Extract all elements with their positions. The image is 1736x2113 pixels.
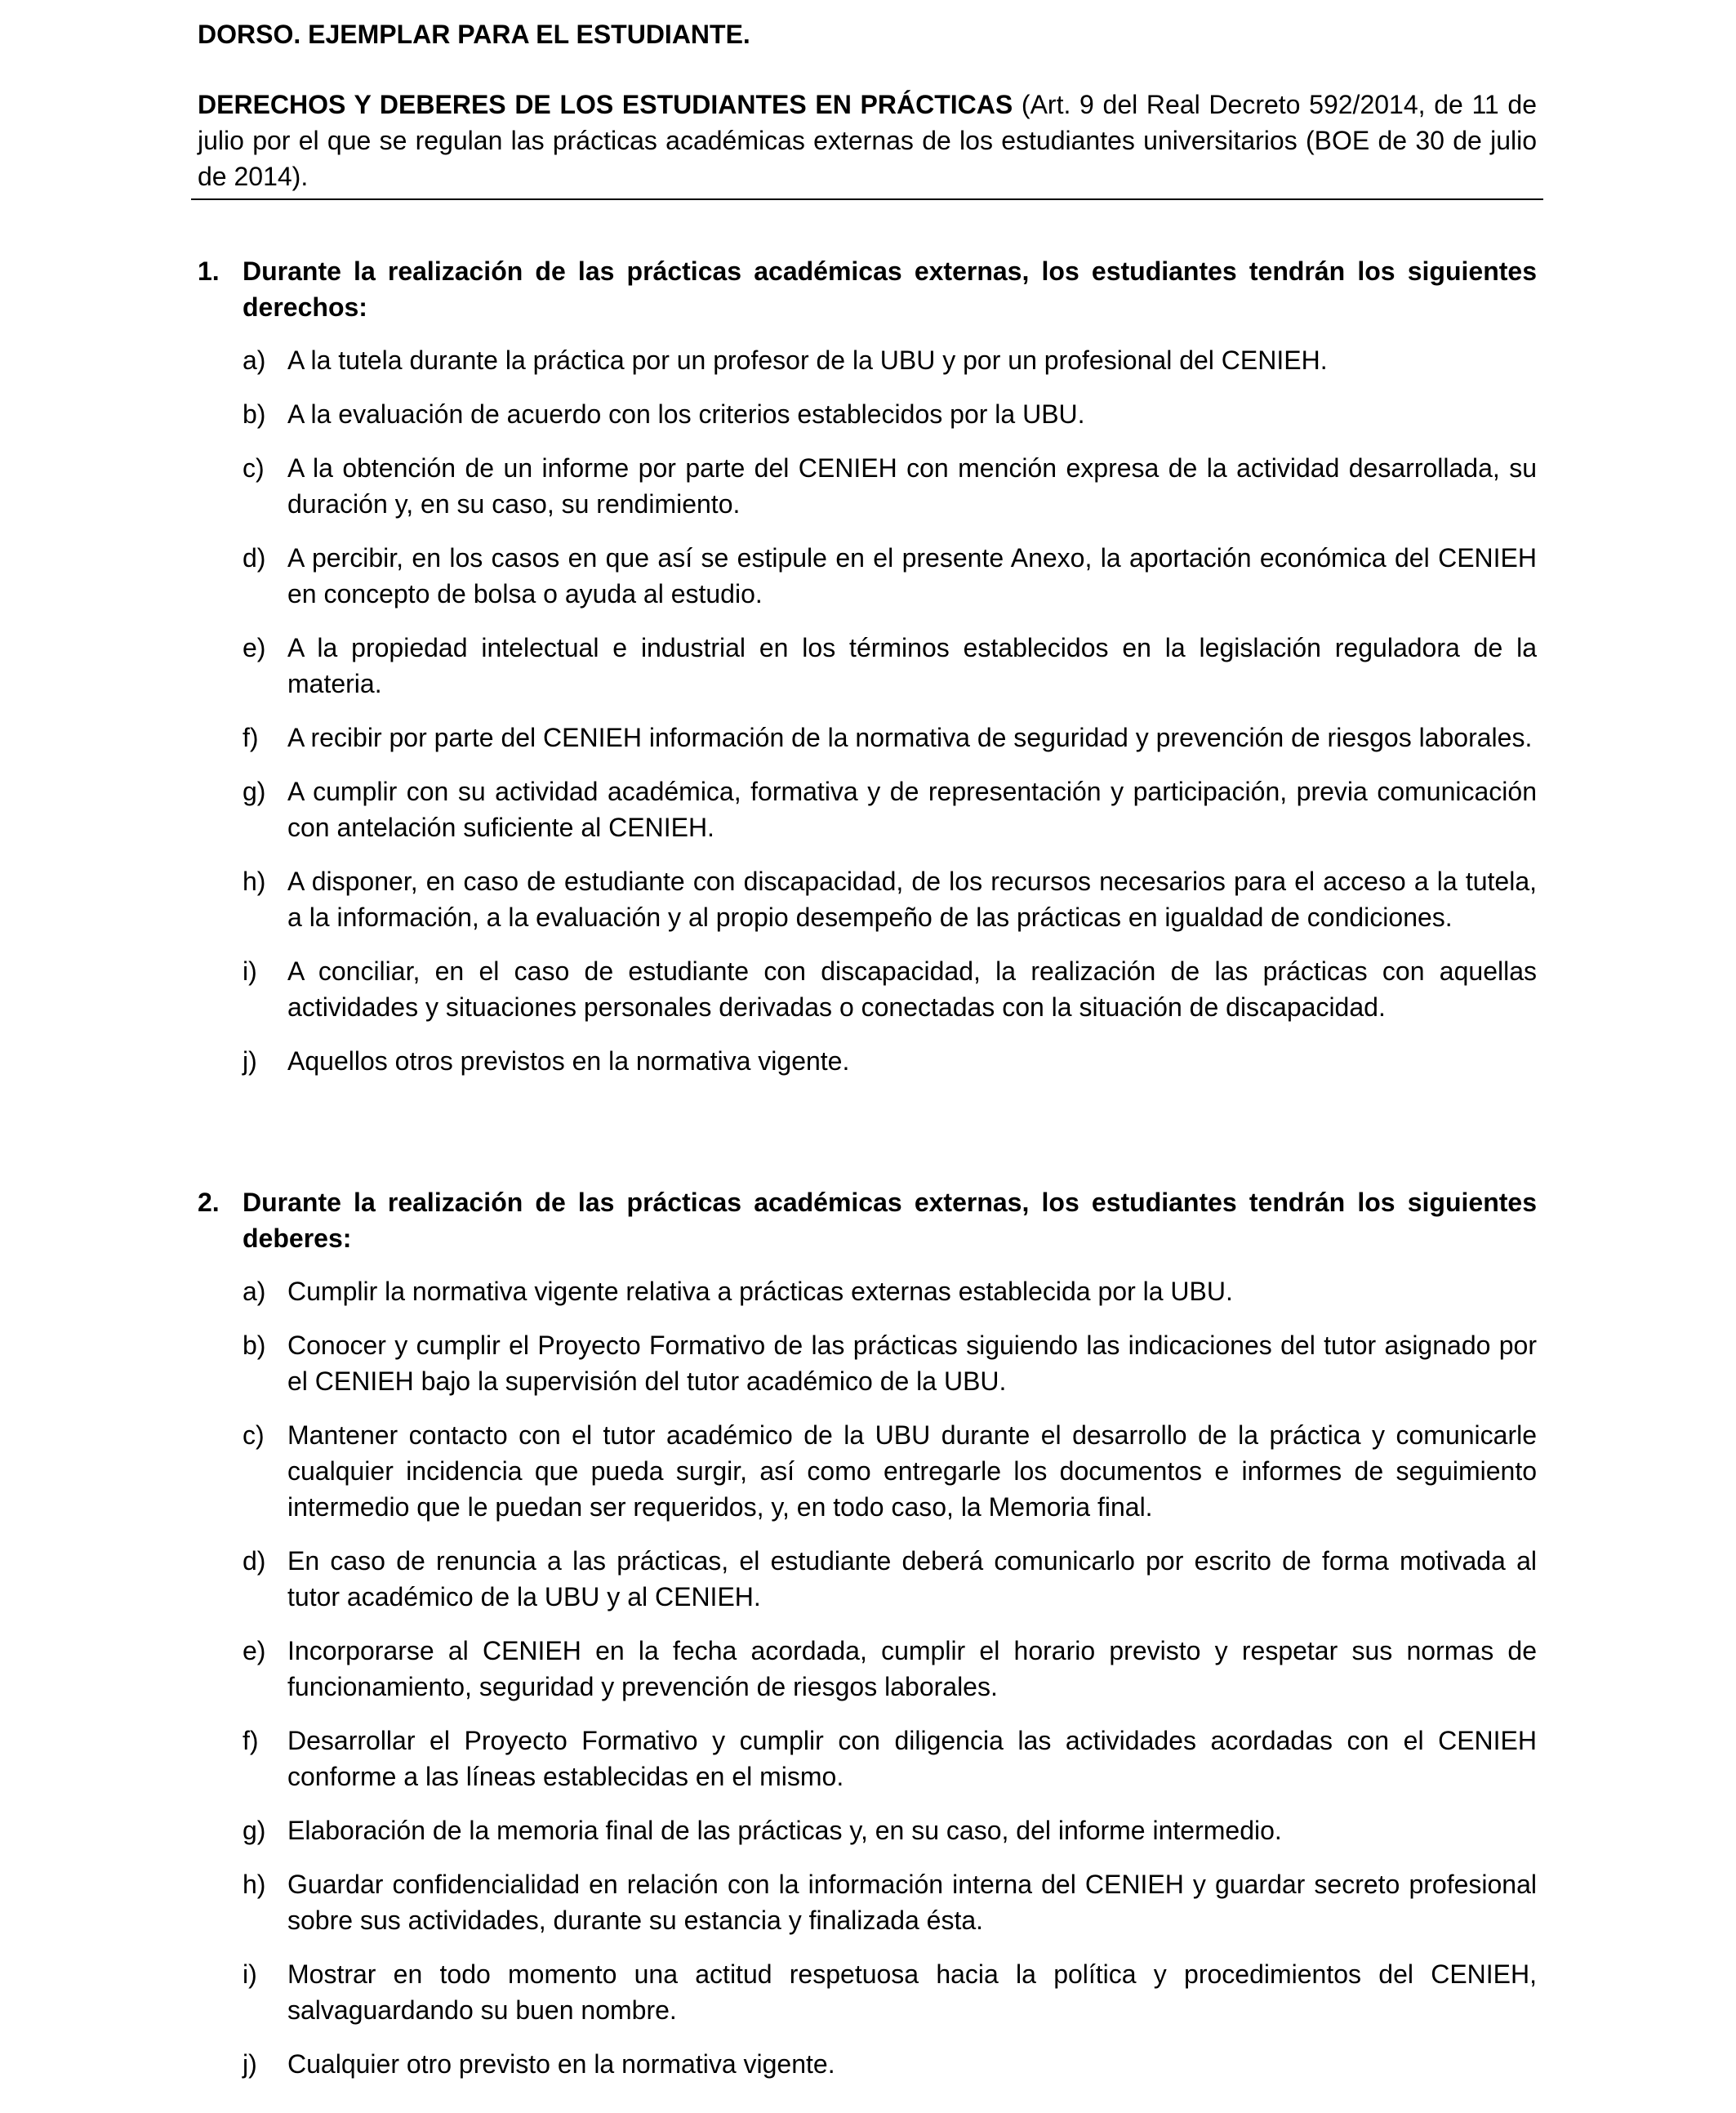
item-text: Aquellos otros previstos en la normativa vigente. [287, 1046, 850, 1076]
item-text: Mostrar en todo momento una actitud respetuosa hacia la política y procedimientos del CENIEH, salvaguardando su buen nombre. [287, 1959, 1537, 2025]
list-item [198, 1543, 1537, 1615]
section-number: 2. [198, 1188, 220, 1217]
item-letter: f) [243, 1726, 259, 1755]
item-letter: h) [243, 867, 266, 896]
deberes-list [198, 1273, 1537, 2082]
list-item [198, 396, 1537, 432]
item-text: Desarrollar el Proyecto Formativo y cumplir con diligencia las actividades acordadas con el CENIEH conforme a las líneas establecidas en el mismo. [287, 1726, 1537, 1791]
item-text: Mantener contacto con el tutor académico de la UBU durante el desarrollo de la práctica y comunicarle cualquier incidencia que pueda surgir, así como entregarle los documentos e informes de seguimiento intermedio que le puedan ser requeridos, y, en todo caso, la Memoria final. [287, 1420, 1537, 1522]
item-letter: i) [243, 956, 257, 986]
list-item [198, 450, 1537, 522]
item-text: Cumplir la normativa vigente relativa a prácticas externas establecida por la UBU. [287, 1277, 1233, 1306]
list-item [198, 1327, 1537, 1399]
section-heading: Durante la realización de las prácticas académicas externas, los estudiantes tendrán los siguientes deberes: [243, 1188, 1537, 1253]
header-divider [191, 198, 1543, 200]
list-item [198, 1417, 1537, 1525]
item-letter: d) [243, 1546, 266, 1576]
list-item [198, 1956, 1537, 2028]
item-text: Conocer y cumplir el Proyecto Formativo de las prácticas siguiendo las indicaciones del tutor asignado por el CENIEH bajo la supervisión del tutor académico de la UBU. [287, 1331, 1537, 1396]
item-letter: g) [243, 1816, 266, 1845]
item-letter: h) [243, 1870, 266, 1899]
list-item [198, 630, 1537, 702]
item-text: A la evaluación de acuerdo con los criterios establecidos por la UBU. [287, 399, 1085, 429]
intro-reference: (Art. 9 del Real Decreto 592/2014, de 11 de julio por el que se regulan las prácticas académicas externas de los estudiantes universitarios (BOE de 30 de julio de 2014). [198, 90, 1538, 191]
item-letter: a) [243, 1277, 266, 1306]
item-text: Incorporarse al CENIEH en la fecha acordada, cumplir el horario previsto y respetar sus normas de funcionamiento, seguridad y prevención de riesgos laborales. [287, 1636, 1537, 1701]
item-letter: c) [243, 453, 265, 483]
item-text: En caso de renuncia a las prácticas, el estudiante deberá comunicarlo por escrito de forma motivada al tutor académico de la UBU y al CENIEH. [287, 1546, 1537, 1611]
item-letter: c) [243, 1420, 265, 1450]
section-number: 1. [198, 256, 220, 286]
item-letter: j) [243, 1046, 257, 1076]
list-item [198, 1273, 1537, 1309]
item-letter: b) [243, 1331, 266, 1360]
item-text: Guardar confidencialidad en relación con la información interna del CENIEH y guardar secreto profesional sobre sus actividades, durante su estancia y finalizada ésta. [287, 1870, 1537, 1935]
item-letter: e) [243, 1636, 266, 1665]
item-letter: f) [243, 723, 259, 752]
item-letter: g) [243, 777, 266, 806]
intro-paragraph [198, 87, 1537, 194]
section-title [198, 1184, 1537, 1256]
item-text: A cumplir con su actividad académica, formativa y de representación y participación, previa comunicación con antelación suficiente al CENIEH. [287, 777, 1537, 842]
list-item [198, 342, 1537, 378]
item-letter: b) [243, 399, 266, 429]
list-item [198, 720, 1537, 756]
item-letter: e) [243, 633, 266, 662]
item-text: A disponer, en caso de estudiante con discapacidad, de los recursos necesarios para el acceso a la tutela, a la información, a la evaluación y al propio desempeño de las prácticas en igualdad de condiciones. [287, 867, 1537, 932]
item-letter: i) [243, 1959, 257, 1989]
item-text: A percibir, en los casos en que así se estipule en el presente Anexo, la aportación económica del CENIEH en concepto de bolsa o ayuda al estudio. [287, 543, 1537, 608]
list-item [198, 1866, 1537, 1938]
list-item [198, 1812, 1537, 1848]
list-item [198, 773, 1537, 845]
item-text: A la obtención de un informe por parte del CENIEH con mención expresa de la actividad desarrollada, su duración y, en su caso, su rendimiento. [287, 453, 1537, 519]
list-item [198, 1633, 1537, 1705]
section-deberes [198, 1184, 1537, 2100]
list-item [198, 863, 1537, 935]
list-item [198, 1723, 1537, 1794]
item-text: A la tutela durante la práctica por un profesor de la UBU y por un profesional del CENIEH. [287, 345, 1328, 375]
document-header: DORSO. EJEMPLAR PARA EL ESTUDIANTE. [198, 20, 750, 49]
section-title [198, 253, 1537, 325]
list-item [198, 2046, 1537, 2082]
section-derechos [198, 253, 1537, 1097]
item-text: Cualquier otro previsto en la normativa vigente. [287, 2049, 835, 2079]
list-item [198, 953, 1537, 1025]
item-text: A conciliar, en el caso de estudiante con discapacidad, la realización de las prácticas con aquellas actividades y situaciones personales derivadas o conectadas con la situación de discapacidad. [287, 956, 1537, 1022]
item-letter: j) [243, 2049, 257, 2079]
item-text: Elaboración de la memoria final de las prácticas y, en su caso, del informe intermedio. [287, 1816, 1282, 1845]
intro-title: DERECHOS Y DEBERES DE LOS ESTUDIANTES EN PRÁCTICAS [198, 90, 1013, 119]
list-item [198, 540, 1537, 612]
item-letter: a) [243, 345, 266, 375]
item-text: A la propiedad intelectual e industrial en los términos establecidos en la legislación reguladora de la materia. [287, 633, 1537, 698]
derechos-list [198, 342, 1537, 1079]
list-item [198, 1043, 1537, 1079]
item-text: A recibir por parte del CENIEH información de la normativa de seguridad y prevención de riesgos laborales. [287, 723, 1533, 752]
section-heading: Durante la realización de las prácticas académicas externas, los estudiantes tendrán los siguientes derechos: [243, 256, 1537, 322]
item-letter: d) [243, 543, 266, 573]
